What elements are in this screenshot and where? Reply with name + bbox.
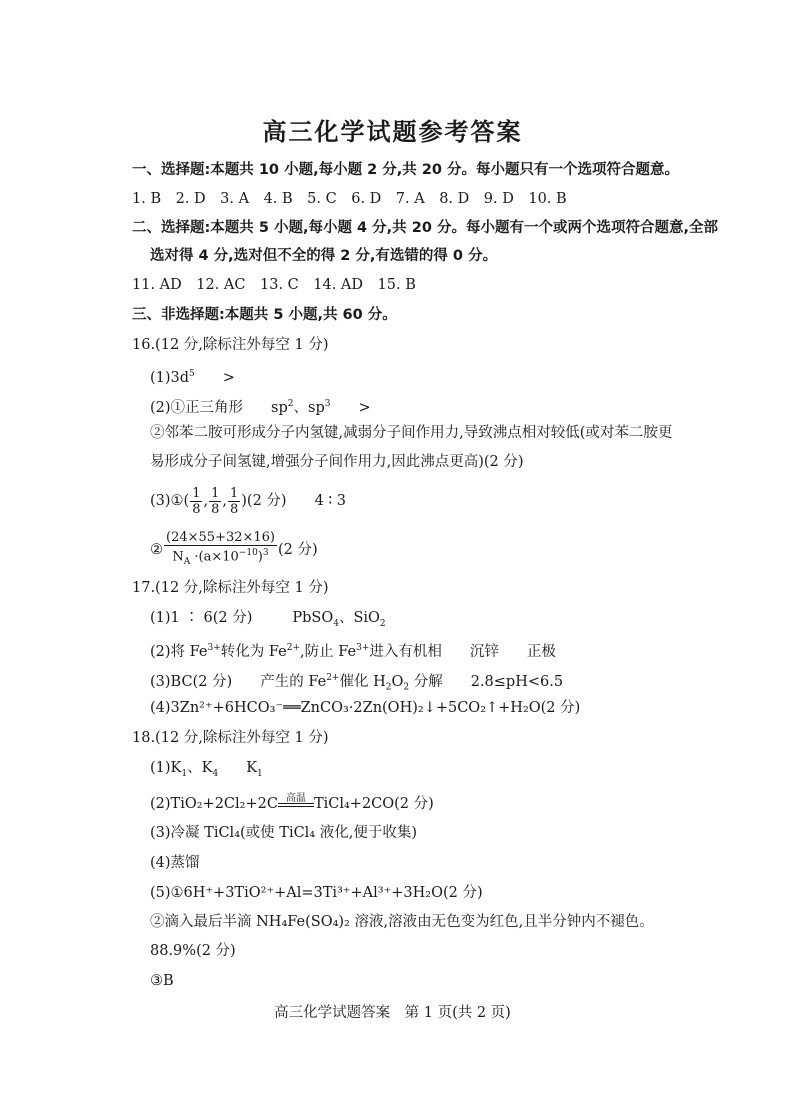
density-numerator: (24×55+32×16) bbox=[166, 530, 275, 545]
q17-p1-c: 、SiO bbox=[338, 610, 380, 626]
q17-p1: (1)1 ∶ 6(2 分) bbox=[150, 610, 253, 626]
q17-header: 17.(12 分,除标注外每空 1 分) bbox=[132, 580, 329, 596]
q17-p2-e: 沉锌 bbox=[469, 643, 499, 660]
q16-part1 bbox=[150, 364, 235, 388]
q16-p1-sup: 5 bbox=[189, 369, 195, 379]
section2-heading-line1: 二、选择题:本题共 5 小题,每小题 4 分,共 20 分。每小题有一个或两个选项符合题意,全部 bbox=[132, 220, 718, 236]
den-end: ) bbox=[257, 549, 263, 565]
frac-num: 1 bbox=[229, 485, 239, 501]
q16-part2-line2: ②邻苯二胺可形成分子内氢键,减弱分子间作用力,导致沸点相对较低(或对苯二胺更 bbox=[150, 425, 673, 441]
fraction-1 bbox=[190, 486, 202, 517]
q17-part2 bbox=[150, 638, 556, 662]
section2-answers: 11. AD 12. AC 13. C 14. AD 15. B bbox=[132, 277, 416, 293]
q18-header: 18.(12 分,除标注外每空 1 分) bbox=[132, 730, 329, 746]
q17-p3-f: 2.8≤pH<6.5 bbox=[470, 673, 564, 690]
q17-part3 bbox=[150, 668, 563, 698]
q16-part2 bbox=[150, 394, 371, 418]
q17-part1 bbox=[150, 608, 386, 634]
q17-p2-sup1: 3+ bbox=[207, 643, 221, 653]
q16-p1-text: (1)3d bbox=[150, 369, 190, 386]
q17-p3-d: O bbox=[391, 673, 404, 690]
density-denominator bbox=[164, 546, 277, 570]
frac-num: 1 bbox=[192, 485, 201, 501]
q17-p3-sup: 2+ bbox=[326, 673, 340, 683]
q16-p2-c-sup: 3 bbox=[324, 399, 331, 409]
q18-part2 bbox=[150, 794, 434, 814]
q16-p2-a: (2)①正三角形 bbox=[150, 399, 244, 416]
q17-p2-c: ,防止 Fe bbox=[300, 643, 357, 660]
section2-heading-line2: 选对得 4 分,选对但不全的得 2 分,有选错的得 0 分。 bbox=[150, 248, 498, 264]
q17-p2-sup3: 3+ bbox=[356, 643, 370, 653]
q18-p1-a: (1)K bbox=[150, 760, 182, 776]
fraction-3 bbox=[228, 486, 240, 517]
frac-den: 8 bbox=[211, 501, 220, 517]
q16-p3-suffix: )(2 分) bbox=[241, 493, 287, 509]
section1-heading: 一、选择题:本题共 10 小题,每小题 2 分,共 20 分。每小题只有一个选项符合题意。 bbox=[132, 162, 680, 178]
q16-p3b-prefix: ② bbox=[150, 541, 163, 558]
q17-part4: (4)3Zn²⁺+6HCO₃⁻══ZnCO₃·2Zn(OH)₂↓+5CO₂↑+H₂O(2 分) bbox=[150, 700, 581, 716]
q17-p3-b: 产生的 Fe bbox=[260, 673, 327, 690]
den-sub: A bbox=[183, 556, 191, 567]
q18-part5d: ③B bbox=[150, 973, 174, 989]
q17-p1-b: PbSO bbox=[292, 610, 334, 626]
q18-p1-b: 、K bbox=[187, 760, 213, 776]
q16-p2-c: 、sp bbox=[293, 399, 325, 416]
density-fraction bbox=[164, 530, 277, 570]
q18-part1 bbox=[150, 758, 263, 784]
q17-p2-b: 转化为 Fe bbox=[220, 643, 287, 660]
den-rest: ·(a×10 bbox=[190, 549, 239, 565]
q16-p3b-score: (2 分) bbox=[278, 541, 318, 558]
fraction-2 bbox=[209, 486, 221, 517]
q18-part5c: 88.9%(2 分) bbox=[150, 943, 236, 959]
q16-header: 16.(12 分,除标注外每空 1 分) bbox=[132, 337, 329, 353]
q16-p1-sign: > bbox=[222, 369, 235, 386]
q17-p3-e: 分解 bbox=[409, 673, 443, 690]
q16-p2-b: sp bbox=[271, 399, 288, 416]
q18-part3: (3)冷凝 TiCl₄(或使 TiCl₄ 液化,便于收集) bbox=[150, 825, 417, 841]
frac-num: 1 bbox=[211, 485, 220, 501]
q17-p2-a: (2)将 Fe bbox=[150, 643, 208, 660]
q16-p3-prefix: (3)①( bbox=[150, 493, 190, 509]
q17-p3-c: 催化 H bbox=[339, 673, 386, 690]
q17-p3-sub1: 2 bbox=[385, 682, 392, 693]
q18-p1-sub2: 4 bbox=[212, 768, 219, 779]
page-footer: 高三化学试题答案 第 1 页(共 2 页) bbox=[274, 1005, 511, 1021]
q16-part3b bbox=[150, 530, 318, 570]
q16-p2-b-sup: 2 bbox=[287, 399, 294, 409]
q16-part3: (3)①( $\frac{1}{8}$ , $\frac{1}{8}$ , $\frac{1}{8}$ )(2 分) 4 ∶ 3 bbox=[150, 485, 347, 517]
q17-p1-c-sub: 2 bbox=[379, 618, 386, 629]
section3-heading: 三、非选择题:本题共 5 小题,共 60 分。 bbox=[132, 307, 397, 323]
q16-p3-ratio: 4 ∶ 3 bbox=[314, 493, 347, 509]
reaction-arrow bbox=[278, 793, 314, 814]
section1-answers: 1. B 2. D 3. A 4. B 5. C 6. D 7. A 8. D 9. D 10. B bbox=[132, 191, 567, 207]
page-title: 高三化学试题参考答案 bbox=[262, 118, 523, 146]
den-n: N bbox=[172, 549, 184, 565]
frac-den: 8 bbox=[229, 501, 239, 517]
q16-p2-sign: > bbox=[358, 399, 371, 416]
q16-part2-line3: 易形成分子间氢键,增强分子间作用力,因此沸点更高)(2 分) bbox=[150, 454, 524, 470]
q18-part4: (4)蒸馏 bbox=[150, 855, 200, 871]
den-sup: −10 bbox=[238, 548, 258, 558]
q17-p2-sup2: 2+ bbox=[286, 643, 301, 653]
q17-p2-d: 进入有机相 bbox=[369, 643, 442, 660]
q18-p1-sub3: 1 bbox=[257, 768, 263, 779]
q18-p1-sub1: 1 bbox=[181, 768, 188, 779]
q17-p3-a: (3)BC(2 分) bbox=[150, 673, 233, 690]
den-pow: 3 bbox=[262, 548, 269, 558]
q18-p2-a: (2)TiO₂+2Cl₂+2C bbox=[150, 796, 278, 812]
q18-p1-c: K bbox=[246, 760, 258, 776]
frac-den: 8 bbox=[192, 501, 201, 517]
q17-p2-f: 正极 bbox=[526, 643, 556, 660]
q17-p1-b-sub: 4 bbox=[333, 618, 339, 629]
q18-part5b: ②滴入最后半滴 NH₄Fe(SO₄)₂ 溶液,溶液由无色变为红色,且半分钟内不褪色。 bbox=[150, 914, 654, 930]
q18-part5: (5)①6H⁺+3TiO²⁺+Al=3Ti³⁺+Al³⁺+3H₂O(2 分) bbox=[150, 885, 483, 901]
q18-p2-b: TiCl₄+2CO(2 分) bbox=[313, 796, 434, 812]
reaction-condition: 高温 bbox=[285, 793, 306, 804]
q17-p3-sub2: 2 bbox=[403, 682, 410, 693]
